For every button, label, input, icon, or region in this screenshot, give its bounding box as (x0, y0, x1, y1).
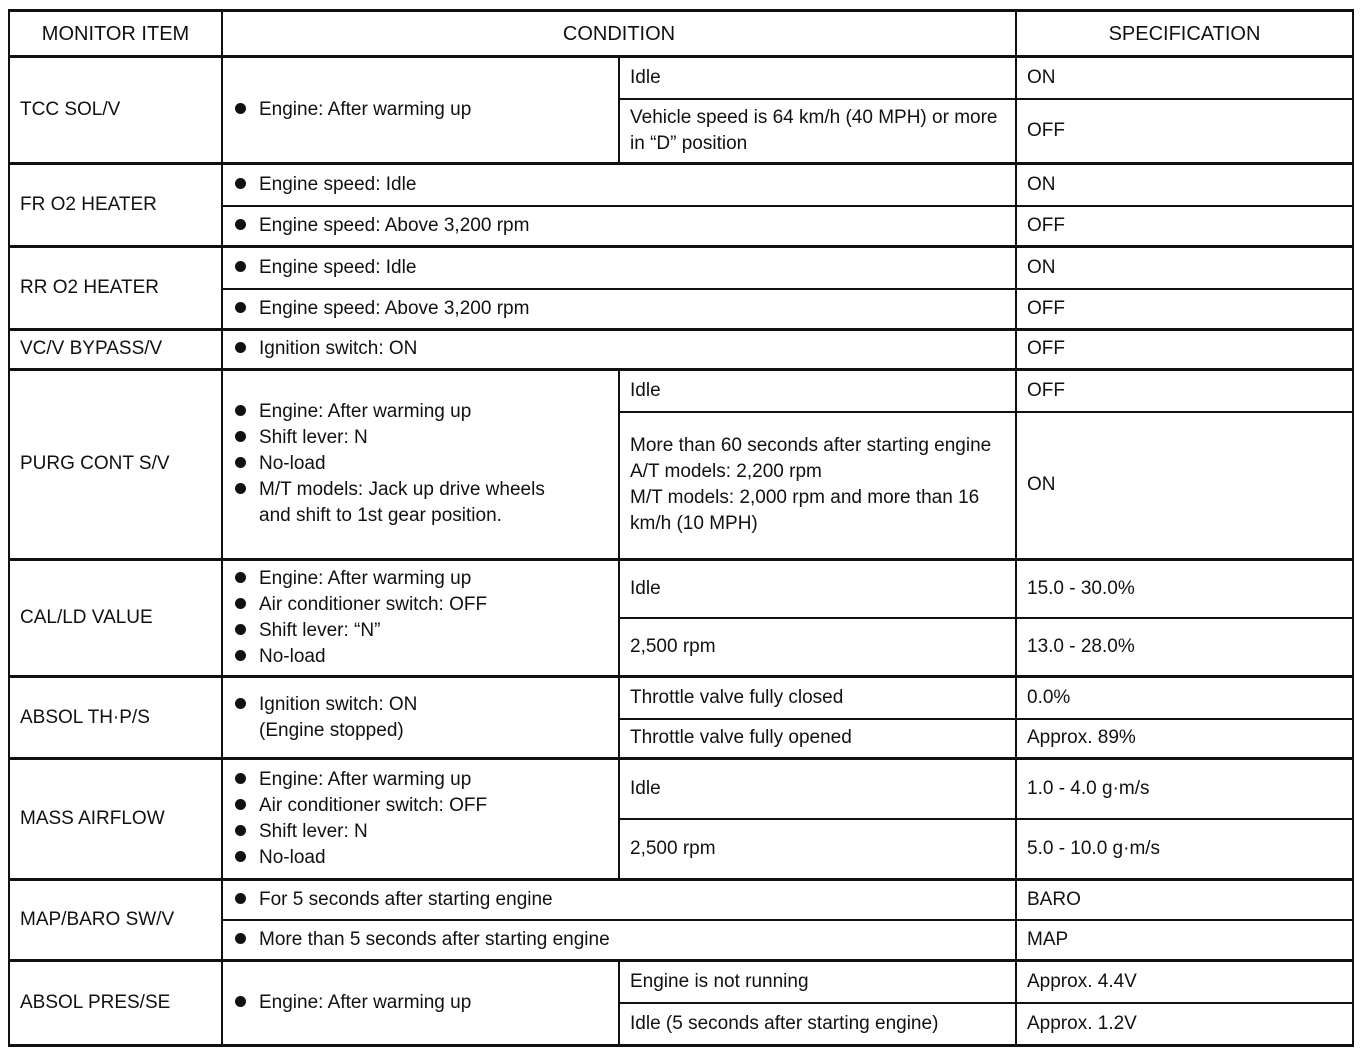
spec-value: OFF (1016, 370, 1353, 412)
list-item: Shift lever: N (233, 819, 608, 845)
spec-value: 15.0 - 30.0% (1016, 559, 1353, 618)
condition-cell (222, 759, 619, 880)
list-item: No-load (233, 845, 608, 871)
sub-condition: Throttle valve fully closed (619, 676, 1016, 718)
list-item: No-load (233, 644, 608, 670)
monitor-item: CAL/LD VALUE (9, 559, 222, 676)
table-row (9, 961, 1353, 1003)
table-row (9, 759, 1353, 820)
sub-condition (619, 412, 1016, 559)
spec-value: BARO (1016, 880, 1353, 920)
list-item: Air conditioner switch: OFF (233, 592, 608, 618)
sub-condition: Idle (5 seconds after starting engine) (619, 1003, 1016, 1046)
condition-cell (222, 164, 1016, 206)
spec-value: ON (1016, 247, 1353, 289)
condition-text: Ignition switch: ON (233, 692, 608, 718)
header-row (9, 11, 1353, 57)
list-item: Engine: After warming up (233, 566, 608, 592)
condition-text: Engine speed: Above 3,200 rpm (233, 296, 1005, 322)
sub-condition: 2,500 rpm (619, 618, 1016, 677)
header-condition: CONDITION (222, 11, 1016, 57)
condition-text: Engine speed: Above 3,200 rpm (233, 213, 1005, 239)
table-row (9, 329, 1353, 369)
table-row (9, 559, 1353, 618)
spec-value: 0.0% (1016, 676, 1353, 718)
condition-list (233, 767, 608, 871)
condition-cell (222, 329, 1016, 369)
condition-cell (222, 57, 619, 164)
condition-cell (222, 559, 619, 676)
spec-value: OFF (1016, 99, 1353, 164)
condition-continuation: and shift to 1st gear position. (259, 505, 502, 527)
monitor-item: MASS AIRFLOW (9, 759, 222, 880)
condition-cell (222, 676, 619, 759)
condition-text: More than 5 seconds after starting engine (233, 927, 1005, 953)
sub-condition-line: More than 60 seconds after starting engine (630, 435, 992, 457)
condition-continuation: (Engine stopped) (259, 719, 404, 741)
spec-value: ON (1016, 57, 1353, 99)
list-item: Shift lever: “N” (233, 618, 608, 644)
table-row (9, 57, 1353, 99)
spec-value: MAP (1016, 920, 1353, 960)
spec-value: Approx. 89% (1016, 719, 1353, 759)
monitor-item: ABSOL TH·P/S (9, 676, 222, 759)
header-monitor-item: MONITOR ITEM (9, 11, 222, 57)
table-row (9, 247, 1353, 289)
sub-condition-line: M/T models: 2,000 rpm and more than 16 km/h (10 MPH) (630, 487, 980, 535)
spec-value: OFF (1016, 289, 1353, 329)
condition-cell (222, 961, 619, 1046)
list-item: Engine: After warming up (233, 767, 608, 793)
spec-value: 13.0 - 28.0% (1016, 618, 1353, 677)
sub-condition: 2,500 rpm (619, 819, 1016, 880)
sub-condition-line: A/T models: 2,200 rpm (630, 461, 822, 483)
condition-list (233, 566, 608, 670)
monitor-item: MAP/BARO SW/V (9, 880, 222, 961)
spec-value: OFF (1016, 329, 1353, 369)
list-item: No-load (233, 451, 608, 477)
condition-cell (222, 206, 1016, 246)
condition-list (233, 399, 608, 503)
spec-value: OFF (1016, 206, 1353, 246)
table-row (9, 370, 1353, 412)
sub-condition: Throttle valve fully opened (619, 719, 1016, 759)
condition-cell (222, 880, 1016, 920)
condition-cell (222, 247, 1016, 289)
monitor-item: TCC SOL/V (9, 57, 222, 164)
sub-condition: Idle (619, 759, 1016, 820)
spec-value: ON (1016, 412, 1353, 559)
sub-condition: Idle (619, 559, 1016, 618)
sub-condition: Idle (619, 57, 1016, 99)
table-row (9, 164, 1353, 206)
monitor-item: VC/V BYPASS/V (9, 329, 222, 369)
monitor-item: ABSOL PRES/SE (9, 961, 222, 1046)
list-item: Engine: After warming up (233, 399, 608, 425)
sub-condition: Engine is not running (619, 961, 1016, 1003)
monitor-item: PURG CONT S/V (9, 370, 222, 560)
sub-condition: Vehicle speed is 64 km/h (40 MPH) or more in “D” position (619, 99, 1016, 164)
monitor-item: FR O2 HEATER (9, 164, 222, 247)
list-item: Shift lever: N (233, 425, 608, 451)
condition-cell (222, 920, 1016, 960)
condition-cell (222, 289, 1016, 329)
monitor-item: RR O2 HEATER (9, 247, 222, 330)
monitor-spec-table (8, 9, 1354, 1047)
table-row (9, 676, 1353, 718)
condition-text: Engine speed: Idle (233, 172, 1005, 198)
condition-text: Engine: After warming up (233, 97, 608, 123)
table-row (9, 880, 1353, 920)
header-specification: SPECIFICATION (1016, 11, 1353, 57)
condition-text: For 5 seconds after starting engine (233, 887, 1005, 913)
condition-text: Engine: After warming up (233, 990, 608, 1016)
spec-value: ON (1016, 164, 1353, 206)
spec-value: 1.0 - 4.0 g·m/s (1016, 759, 1353, 820)
condition-cell (222, 370, 619, 560)
spec-value: Approx. 4.4V (1016, 961, 1353, 1003)
spec-value: 5.0 - 10.0 g·m/s (1016, 819, 1353, 880)
list-item: M/T models: Jack up drive wheels (233, 477, 608, 503)
list-item: Air conditioner switch: OFF (233, 793, 608, 819)
condition-text: Engine speed: Idle (233, 255, 1005, 281)
condition-text: Ignition switch: ON (233, 336, 1005, 362)
sub-condition: Idle (619, 370, 1016, 412)
spec-value: Approx. 1.2V (1016, 1003, 1353, 1046)
